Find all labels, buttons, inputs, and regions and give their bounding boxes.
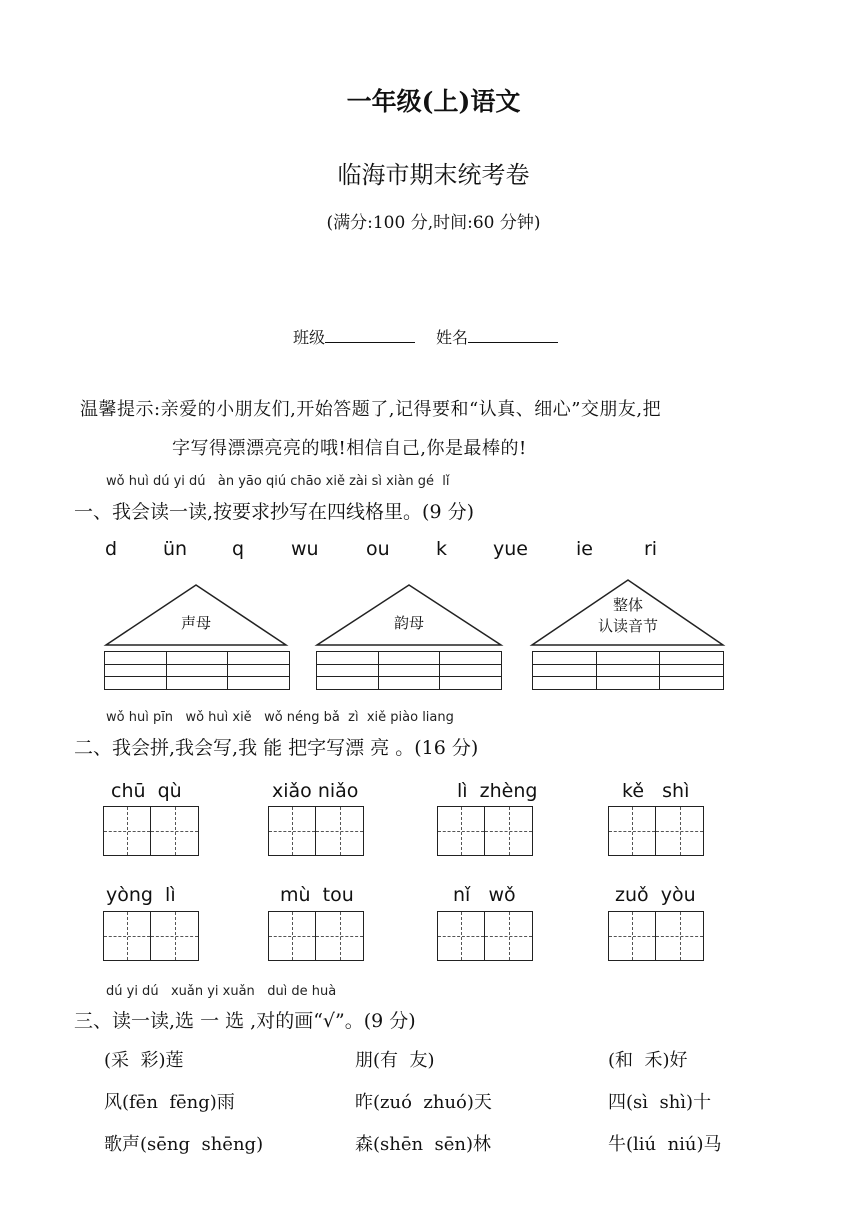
exam-title: 临海市期末统考卷 <box>337 161 530 189</box>
word-pinyin: zuǒ yòu <box>615 884 696 906</box>
q3-heading: 三、读一读,选 一 选 ,对的画“√”。(9 分) <box>74 1010 416 1032</box>
tianzige-pair[interactable] <box>608 911 704 961</box>
tianzige-pair[interactable] <box>103 806 199 856</box>
word-pinyin: lì zhèng <box>457 780 538 802</box>
letter-item: k <box>436 538 448 560</box>
letter-item: q <box>232 538 245 560</box>
tip-line-2: 字写得漂漂亮亮的哦!相信自己,你是最棒的! <box>172 438 527 459</box>
name-label: 姓名 <box>436 328 469 347</box>
word-pinyin: yòng lì <box>106 884 176 906</box>
category-label-shengmu: 声母 <box>180 614 211 632</box>
tianzige-pair[interactable] <box>608 806 704 856</box>
choice-item[interactable]: (和 禾)好 <box>608 1050 688 1071</box>
letter-item: ou <box>366 538 390 560</box>
grade-title: 一年级(上)语文 <box>346 87 521 116</box>
word-pinyin: nǐ wǒ <box>453 884 516 906</box>
choice-item[interactable]: 朋(有 友) <box>355 1050 435 1071</box>
word-pinyin: kě shì <box>622 780 690 802</box>
choice-item[interactable]: 风(fēn fēng)雨 <box>104 1092 235 1113</box>
name-blank[interactable] <box>468 326 558 343</box>
class-blank[interactable] <box>325 326 415 343</box>
choice-item[interactable]: (采 彩)莲 <box>104 1050 184 1071</box>
word-pinyin: mù tou <box>280 884 354 906</box>
category-label-yunmu: 韵母 <box>393 614 424 632</box>
category-label-zhengti-2: 认读音节 <box>597 617 658 635</box>
choice-item[interactable]: 昨(zuó zhuó)天 <box>355 1092 492 1113</box>
choice-item[interactable]: 歌声(sēng shēng) <box>104 1134 264 1155</box>
four-line-grid-zhengti[interactable] <box>532 651 724 690</box>
letter-item: ün <box>163 538 188 560</box>
student-info <box>0 325 867 348</box>
choice-item[interactable]: 森(shēn sēn)林 <box>355 1134 492 1155</box>
tianzige-pair[interactable] <box>437 806 533 856</box>
class-label: 班级 <box>292 328 325 347</box>
four-line-grid-yunmu[interactable] <box>316 651 502 690</box>
q2-heading: 二、我会拼,我会写,我 能 把字写漂 亮 。(16 分) <box>74 737 479 759</box>
q3-pinyin: dú yi dú xuǎn yi xuǎn duì de huà <box>106 984 337 999</box>
word-pinyin: xiǎo niǎo <box>272 780 359 802</box>
q2-pinyin: wǒ huì pīn wǒ huì xiě wǒ néng bǎ zì xiě piào liang <box>106 710 454 725</box>
tianzige-pair[interactable] <box>268 911 364 961</box>
letter-item: d <box>105 538 118 560</box>
tianzige-pair[interactable] <box>437 911 533 961</box>
category-label-zhengti-1: 整体 <box>612 596 643 614</box>
letter-item: wu <box>291 538 319 560</box>
exam-meta: (满分:100 分,时间:60 分钟) <box>326 213 541 233</box>
q1-heading: 一、我会读一读,按要求抄写在四线格里。(9 分) <box>74 501 474 523</box>
choice-item[interactable]: 四(sì shì)十 <box>608 1092 712 1113</box>
tianzige-pair[interactable] <box>268 806 364 856</box>
choice-item[interactable]: 牛(liú niú)马 <box>608 1134 722 1155</box>
letter-item: ie <box>576 538 593 560</box>
word-pinyin: chū qù <box>111 780 182 802</box>
q1-pinyin: wǒ huì dú yi dú àn yāo qiú chāo xiě zài sì xiàn gé lǐ <box>106 474 450 489</box>
tip-line-1: 温馨提示:亲爱的小朋友们,开始答题了,记得要和“认真、细心”交朋友,把 <box>80 399 662 420</box>
letter-item: ri <box>644 538 658 560</box>
tianzige-pair[interactable] <box>103 911 199 961</box>
four-line-grid-shengmu[interactable] <box>104 651 290 690</box>
letter-item: yue <box>493 538 528 560</box>
